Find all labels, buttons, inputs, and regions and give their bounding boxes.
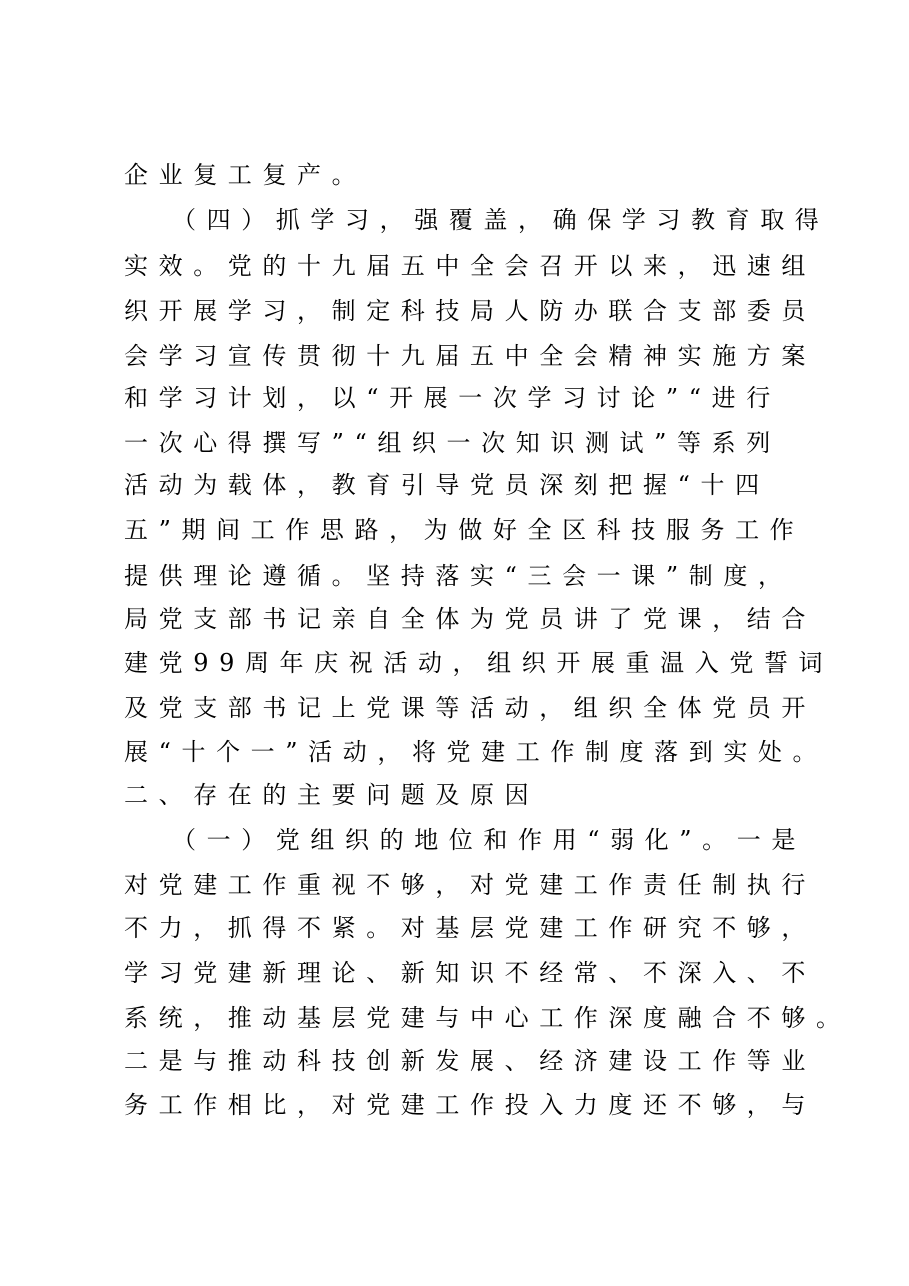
text-line: 展“十个一”活动，将党建工作制度落到实处。 (124, 738, 828, 766)
section-heading: 二、存在的主要问题及原因 (124, 781, 540, 809)
text-line: 织开展学习，制定科技局人防办联合支部委员 (124, 297, 816, 325)
text-line: 学习党建新理论、新知识不经常、不深入、不 (124, 959, 816, 987)
text-line: 活动为载体，教育引导党员深刻把握“十四 (124, 471, 770, 499)
text-line: 二是与推动科技创新发展、经济建设工作等业 (124, 1047, 816, 1075)
subsection-heading: （一）党组织的地位和作用“弱化”。一是 (172, 826, 806, 854)
text-line: 会学习宣传贯彻十九届五中全会精神实施方案 (124, 342, 816, 370)
text-line: 务工作相比，对党建工作投入力度还不够，与 (124, 1091, 816, 1119)
text-line: 实效。党的十九届五中全会召开以来，迅速组 (124, 252, 816, 280)
section-heading: （四）抓学习，强覆盖，确保学习教育取得 (172, 206, 830, 234)
text-line: 局党支部书记亲自全体为党员讲了党课，结合 (124, 605, 816, 633)
text-line: 系统，推动基层党建与中心工作深度融合不够。 (124, 1004, 851, 1032)
text-line: 对党建工作重视不够，对党建工作责任制执行 (124, 871, 816, 899)
text-line: 建党99周年庆祝活动，组织开展重温入党誓词 (124, 649, 834, 677)
text-line: 企业复工复产。 (124, 161, 367, 189)
text-line: 不力，抓得不紧。对基层党建工作研究不够， (124, 914, 816, 942)
text-line: 提供理论遵循。坚持落实“三会一课”制度， (124, 562, 793, 590)
text-line: 五”期间工作思路，为做好全区科技服务工作 (124, 516, 805, 544)
text-line: 及党支部书记上党课等活动，组织全体党员开 (124, 694, 816, 722)
text-line: 和学习计划，以“开展一次学习讨论”“进行 (124, 384, 781, 412)
text-line: 一次心得撰写”“组织一次知识测试”等系列 (124, 429, 781, 457)
